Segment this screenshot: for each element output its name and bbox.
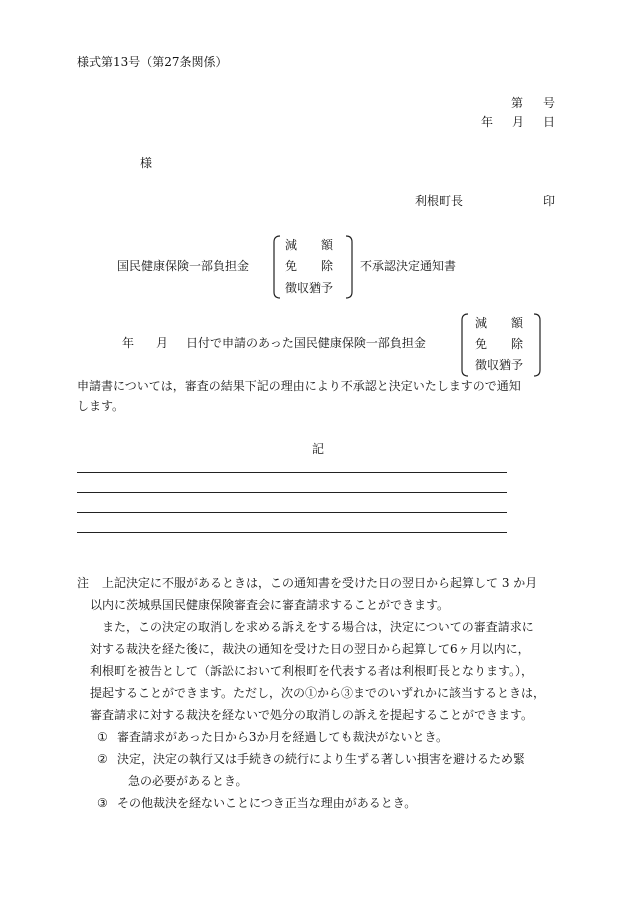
reason-line-3 [77, 512, 507, 513]
note-item-2-text: 決定，決定の執行又は手続きの続行により生ずる著しい損害を避けるため緊 [117, 752, 526, 766]
title-suffix: 不承認決定通知書 [360, 259, 457, 273]
date-day: 日 [543, 115, 556, 129]
body-year: 年 [122, 336, 135, 350]
note-line-5: 利根町を被告として（訴訟において利根町を代表する者は利根町長となります。）， [90, 664, 534, 678]
note-line-3: また，この決定の取消しを求める訴えをする場合は，決定についての審査請求に [102, 620, 534, 634]
reason-line-2 [77, 492, 507, 493]
note-item-2-number: ② [97, 752, 108, 766]
title-option-deferral: 徴収猶予 [285, 281, 334, 295]
ki-heading: 記 [312, 442, 325, 456]
form-number: 様式第13号（第27条関係） [77, 55, 228, 69]
date-year: 年 [481, 115, 494, 129]
title-prefix: 国民健康保険一部負担金 [117, 259, 250, 273]
body-option-deferral: 徴収猶予 [475, 358, 524, 372]
note-item-1-text: 審査請求があった日から3か月を経過しても裁決がないとき。 [117, 730, 449, 744]
note-line-1: 上記決定に不服があるときは，この通知書を受けた日の翌日から起算して 3 か月 [102, 576, 538, 590]
note-item-1-number: ① [97, 730, 108, 744]
body-line1-rest: 日付で申請のあった国民健康保険一部負担金 [186, 336, 426, 350]
note-item-3-number: ③ [97, 796, 108, 810]
note-line-7: 審査請求に対する裁決を経ないで処分の取消しの訴えを提起することができます。 [90, 708, 534, 722]
addressee-suffix: 様 [140, 156, 153, 170]
reason-line-1 [77, 472, 507, 473]
reason-line-4 [77, 532, 507, 533]
note-line-6: 提起することができます。ただし，次の①から③までのいずれかに該当するときは， [90, 686, 546, 700]
body-line2: 申請書については，審査の結果下記の理由により不承認と決定いたしますので通知 [77, 379, 521, 393]
doc-number-go: 号 [543, 96, 556, 110]
issuer-seal: 印 [543, 194, 556, 208]
note-line-4: 対する裁決を経た後に，裁決の通知を受けた日の翌日から起算して6ヶ月以内に， [90, 642, 530, 656]
date-month: 月 [512, 115, 525, 129]
body-option-exemption: 免 除 [475, 337, 524, 351]
note-item-2-text-cont: 急の必要があるとき。 [128, 774, 248, 788]
issuer-title: 利根町長 [415, 194, 464, 208]
title-option-exemption: 免 除 [285, 259, 334, 273]
doc-number-dai: 第 [511, 96, 524, 110]
note-line-2: 以内に茨城県国民健康保険審査会に審査請求することができます。 [90, 598, 450, 612]
body-month: 月 [156, 336, 169, 350]
body-option-reduction: 減 額 [475, 316, 524, 330]
note-item-3-text: その他裁決を経ないことにつき正当な理由があるとき。 [117, 796, 417, 810]
note-label: 注 [77, 576, 90, 590]
body-line3: します。 [77, 399, 125, 413]
title-option-reduction: 減 額 [285, 238, 334, 252]
